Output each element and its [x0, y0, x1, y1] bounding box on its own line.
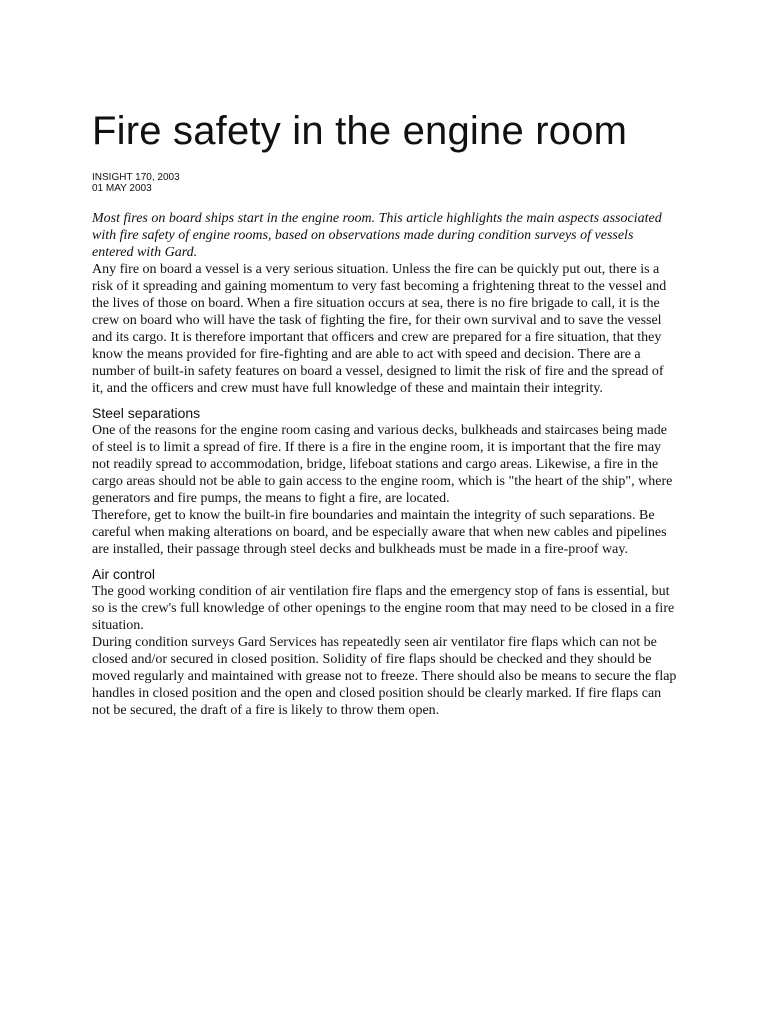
- section-heading-steel-separations: Steel separations: [92, 405, 201, 421]
- article-meta: [92, 172, 678, 194]
- article: [92, 106, 678, 719]
- section-heading-air-control: Air control: [92, 566, 156, 582]
- intro-paragraph: Any fire on board a vessel is a very serious situation. Unless the fire can be quickly put out, there is a risk of it spreading and gaining momentum to very fast becoming a frightening threat to the vessel and the lives of those on board. When a fire situation occurs at sea, there is no fire brigade to call, it is the crew on board who will have the task of fighting the fire, for their own survival and to save the vessel and its cargo. It is therefore important that officers and crew are prepared for a fire situation, that they know the means provided for fire-fighting and are able to act with speed and decision. There are a number of built-in safety features on board a vessel, designed to limit the risk of fire and the spread of it, and the officers and crew must have full knowledge of these and maintain their integrity.: [92, 262, 667, 396]
- air-control-paragraph-2: During condition surveys Gard Services has repeatedly seen air ventilator fire flaps which can not be closed and/or secured in closed position. Solidity of fire flaps should be checked and they should be moved regularly and maintained with grease not to freeze. There should also be means to secure the flap handles in closed position and the open and closed position should be clearly marked. If fire flaps can not be secured, the draft of a fire is likely to throw them open.: [92, 635, 677, 718]
- lead-paragraph: Most fires on board ships start in the engine room. This article highlights the main aspects associated with fire safety of engine rooms, based on observations made during condition surveys of vessels entered with Gard.: [92, 211, 662, 260]
- steel-separations-paragraph-2: Therefore, get to know the built-in fire boundaries and maintain the integrity of such separations. Be careful when making alterations on board, and be especially aware that when new cables and pipelines are installed, their passage through steel decks and bulkheads must be made in a fire-proof way.: [92, 508, 667, 557]
- publish-date: 01 MAY 2003: [92, 183, 152, 194]
- steel-separations-paragraph-1: One of the reasons for the engine room casing and various decks, bulkheads and staircases being made of steel is to limit a spread of fire. If there is a fire in the engine room, it is important that the fire may not readily spread to accommodation, bridge, lifeboat stations and cargo areas. Likewise, a fire in the cargo areas should not be able to gain access to the engine room, which is "the heart of the ship", where generators and fire pumps, the means to fight a fire, are located.: [92, 423, 673, 506]
- air-control-paragraph-1: The good working condition of air ventilation fire flaps and the emergency stop of fans is essential, but so is the crew's full knowledge of other openings to the engine room that may need to be closed in a fire situation.: [92, 584, 675, 633]
- insight-number: INSIGHT 170, 2003: [92, 172, 180, 183]
- article-title: Fire safety in the engine room: [92, 109, 628, 153]
